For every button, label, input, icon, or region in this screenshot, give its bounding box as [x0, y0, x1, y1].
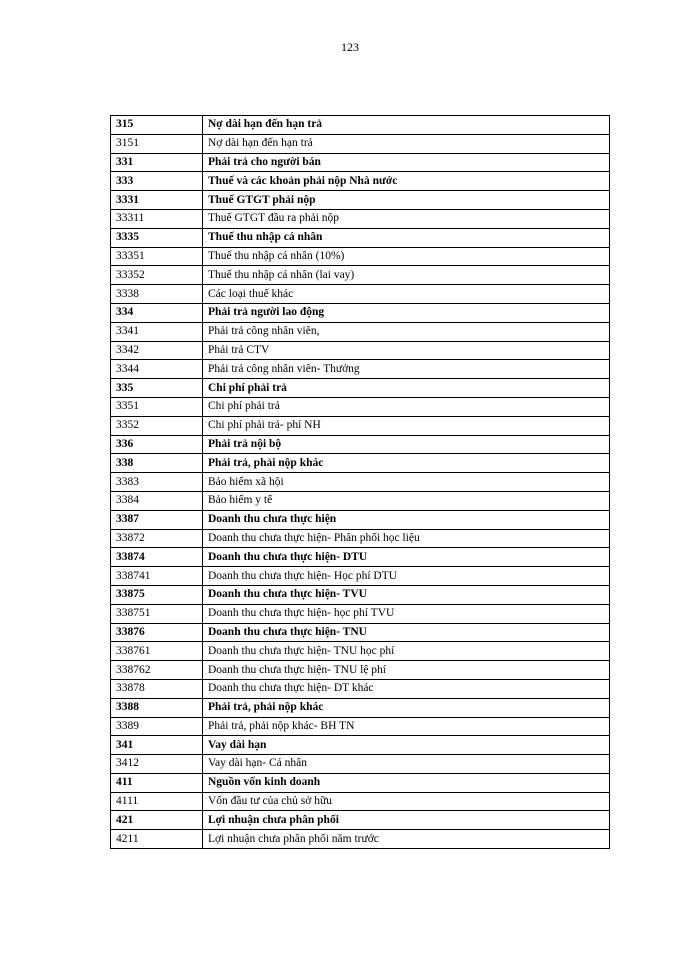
table-row [111, 116, 610, 135]
account-name: Lợi nhuận chưa phân phối năm trước [203, 830, 610, 849]
table-row [111, 172, 610, 191]
account-code: 33872 [111, 529, 203, 548]
account-table [110, 115, 610, 849]
account-code: 333 [111, 172, 203, 191]
account-name: Các loại thuế khác [203, 285, 610, 304]
table-row [111, 773, 610, 792]
account-code: 3342 [111, 341, 203, 360]
table-row [111, 792, 610, 811]
account-code: 3338 [111, 285, 203, 304]
account-code: 334 [111, 303, 203, 322]
account-name: Phải trả CTV [203, 341, 610, 360]
account-name: Thuế GTGT đầu ra phải nộp [203, 209, 610, 228]
account-code: 3351 [111, 397, 203, 416]
account-code: 3344 [111, 360, 203, 379]
account-name: Phải trả, phải nộp khác [203, 698, 610, 717]
account-name: Doanh thu chưa thực hiện- TNU lệ phí [203, 661, 610, 680]
account-name: Nguồn vốn kinh doanh [203, 773, 610, 792]
account-code: 315 [111, 116, 203, 135]
account-name: Phải trả người lao động [203, 303, 610, 322]
account-name: Thuế thu nhập cá nhân [203, 228, 610, 247]
account-name: Thuế thu nhập cá nhân (lai vay) [203, 266, 610, 285]
table-row [111, 341, 610, 360]
table-row [111, 755, 610, 774]
account-code: 3151 [111, 134, 203, 153]
account-code: 338741 [111, 567, 203, 586]
account-code: 33876 [111, 623, 203, 642]
table-row [111, 642, 610, 661]
table-row [111, 567, 610, 586]
table-row [111, 661, 610, 680]
account-code: 3389 [111, 717, 203, 736]
table-row [111, 191, 610, 210]
table-row [111, 548, 610, 567]
table-row [111, 266, 610, 285]
account-table-body [111, 116, 610, 849]
account-name: Chi phí phải trả- phí NH [203, 416, 610, 435]
table-row [111, 679, 610, 698]
account-code: 33311 [111, 209, 203, 228]
account-code: 411 [111, 773, 203, 792]
table-row [111, 360, 610, 379]
account-name: Doanh thu chưa thực hiện- DTU [203, 548, 610, 567]
table-row [111, 303, 610, 322]
table-row [111, 717, 610, 736]
table-row [111, 698, 610, 717]
account-name: Nợ dài hạn đến hạn trả [203, 116, 610, 135]
table-row [111, 134, 610, 153]
table-row [111, 736, 610, 755]
account-name: Thuế thu nhập cá nhân (10%) [203, 247, 610, 266]
account-name: Bảo hiểm xã hội [203, 473, 610, 492]
account-code: 341 [111, 736, 203, 755]
table-row [111, 529, 610, 548]
table-row [111, 209, 610, 228]
page-number: 123 [341, 40, 359, 54]
account-code: 3388 [111, 698, 203, 717]
account-code: 338761 [111, 642, 203, 661]
table-row [111, 510, 610, 529]
account-name: Doanh thu chưa thực hiện- DT khác [203, 679, 610, 698]
account-code: 336 [111, 435, 203, 454]
account-name: Doanh thu chưa thực hiện- TNU học phí [203, 642, 610, 661]
table-row [111, 153, 610, 172]
account-code: 4211 [111, 830, 203, 849]
account-code: 3341 [111, 322, 203, 341]
account-code: 3412 [111, 755, 203, 774]
table-row [111, 435, 610, 454]
table-row [111, 491, 610, 510]
table-row [111, 416, 610, 435]
account-name: Doanh thu chưa thực hiện- Học phí DTU [203, 567, 610, 586]
account-code: 331 [111, 153, 203, 172]
account-name: Chi phí phải trả [203, 379, 610, 398]
table-row [111, 473, 610, 492]
account-name: Doanh thu chưa thực hiện- Phân phối học liệu [203, 529, 610, 548]
table-row [111, 830, 610, 849]
account-name: Thuế GTGT phải nộp [203, 191, 610, 210]
account-code: 335 [111, 379, 203, 398]
account-code: 3387 [111, 510, 203, 529]
account-name: Chi phí phải trả [203, 397, 610, 416]
table-row [111, 811, 610, 830]
table-row [111, 397, 610, 416]
table-row [111, 585, 610, 604]
account-code: 338762 [111, 661, 203, 680]
account-code: 33878 [111, 679, 203, 698]
account-name: Phải trả, phải nộp khác- BH TN [203, 717, 610, 736]
account-name: Doanh thu chưa thực hiện [203, 510, 610, 529]
table-row [111, 285, 610, 304]
account-name: Vay dài hạn- Cá nhân [203, 755, 610, 774]
table-row [111, 623, 610, 642]
account-code: 421 [111, 811, 203, 830]
account-code: 33874 [111, 548, 203, 567]
account-code: 3383 [111, 473, 203, 492]
account-code: 33875 [111, 585, 203, 604]
account-name: Lợi nhuận chưa phân phối [203, 811, 610, 830]
account-name: Phải trả, phải nộp khác [203, 454, 610, 473]
account-name: Phải trả công nhân viên- Thưởng [203, 360, 610, 379]
account-name: Nợ dài hạn đến hạn trả [203, 134, 610, 153]
table-row [111, 454, 610, 473]
account-code: 4111 [111, 792, 203, 811]
account-code: 3384 [111, 491, 203, 510]
account-name: Thuế và các khoản phải nộp Nhà nước [203, 172, 610, 191]
table-row [111, 247, 610, 266]
account-code: 33351 [111, 247, 203, 266]
account-name: Phải trả cho người bán [203, 153, 610, 172]
account-code: 338751 [111, 604, 203, 623]
account-name: Vốn đầu tư của chủ sở hữu [203, 792, 610, 811]
account-code: 338 [111, 454, 203, 473]
account-name: Phải trả công nhân viên, [203, 322, 610, 341]
account-name: Doanh thu chưa thực hiện- TNU [203, 623, 610, 642]
account-name: Doanh thu chưa thực hiện- TVU [203, 585, 610, 604]
account-code: 3331 [111, 191, 203, 210]
account-code: 3352 [111, 416, 203, 435]
account-name: Bảo hiểm y tế [203, 491, 610, 510]
account-name: Phải trả nội bộ [203, 435, 610, 454]
account-code: 33352 [111, 266, 203, 285]
account-name: Doanh thu chưa thực hiện- học phí TVU [203, 604, 610, 623]
table-row [111, 322, 610, 341]
table-row [111, 228, 610, 247]
table-row [111, 379, 610, 398]
account-name: Vay dài hạn [203, 736, 610, 755]
table-row [111, 604, 610, 623]
account-code: 3335 [111, 228, 203, 247]
